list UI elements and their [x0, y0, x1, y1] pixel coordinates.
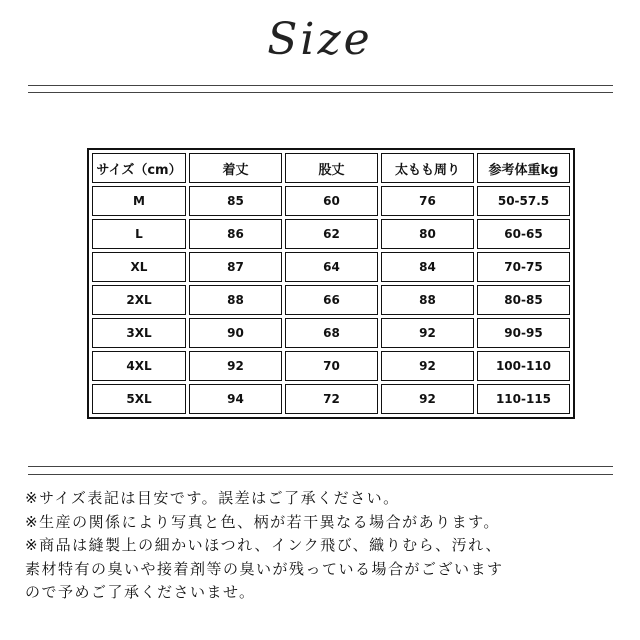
note-line: 素材特有の臭いや接着剤等の臭いが残っている場合がございます: [25, 559, 504, 578]
cell-size: 5XL: [92, 384, 186, 414]
cell-rise: 60: [285, 186, 378, 216]
note-line: ※サイズ表記は目安です。誤差はご了承ください。: [25, 489, 400, 507]
cell-thigh: 84: [381, 252, 474, 282]
cell-rise: 66: [285, 285, 378, 315]
cell-weight: 70-75: [477, 252, 570, 282]
table-row: [92, 186, 570, 216]
table-row: [92, 351, 570, 381]
cell-size: 3XL: [92, 318, 186, 348]
cell-length: 92: [189, 351, 282, 381]
table-row: [92, 285, 570, 315]
cell-size: XL: [92, 252, 186, 282]
cell-length: 94: [189, 384, 282, 414]
header-rise: 股丈: [285, 153, 378, 183]
header-thigh: 太もも周り: [381, 153, 474, 183]
note-line: ※生産の関係により写真と色、柄が若干異なる場合があります。: [25, 512, 500, 531]
cell-weight: 90-95: [477, 318, 570, 348]
cell-weight: 100-110: [477, 351, 570, 381]
divider-bottom-1: [28, 466, 613, 467]
size-table: [87, 148, 575, 419]
cell-weight: 110-115: [477, 384, 570, 414]
cell-length: 90: [189, 318, 282, 348]
cell-rise: 70: [285, 351, 378, 381]
cell-rise: 62: [285, 219, 378, 249]
cell-length: 85: [189, 186, 282, 216]
cell-length: 86: [189, 219, 282, 249]
cell-thigh: 76: [381, 186, 474, 216]
table-row: [92, 384, 570, 414]
header-weight: 参考体重kg: [477, 153, 570, 183]
table-row: [92, 252, 570, 282]
table-row: [92, 318, 570, 348]
header-length: 着丈: [189, 153, 282, 183]
divider-top-1: [28, 85, 613, 86]
cell-size: M: [92, 186, 186, 216]
cell-thigh: 80: [381, 219, 474, 249]
cell-size: 4XL: [92, 351, 186, 381]
cell-length: 88: [189, 285, 282, 315]
cell-size: 2XL: [92, 285, 186, 315]
cell-weight: 80-85: [477, 285, 570, 315]
header-size: サイズ（cm）: [92, 153, 186, 183]
cell-rise: 72: [285, 384, 378, 414]
cell-length: 87: [189, 252, 282, 282]
cell-rise: 64: [285, 252, 378, 282]
divider-top-2: [28, 92, 613, 93]
divider-bottom-2: [28, 474, 613, 475]
table-row: [92, 219, 570, 249]
cell-rise: 68: [285, 318, 378, 348]
cell-size: L: [92, 219, 186, 249]
cell-thigh: 92: [381, 318, 474, 348]
cell-weight: 50-57.5: [477, 186, 570, 216]
notes-block: [25, 487, 625, 605]
cell-thigh: 88: [381, 285, 474, 315]
note-line: ※商品は縫製上の細かいほつれ、インク飛び、織りむら、汚れ、: [25, 536, 502, 554]
note-line: ので予めご了承くださいませ。: [25, 583, 256, 601]
table-header-row: [92, 153, 570, 183]
cell-weight: 60-65: [477, 219, 570, 249]
cell-thigh: 92: [381, 351, 474, 381]
cell-thigh: 92: [381, 384, 474, 414]
page-title: Size: [267, 14, 373, 65]
